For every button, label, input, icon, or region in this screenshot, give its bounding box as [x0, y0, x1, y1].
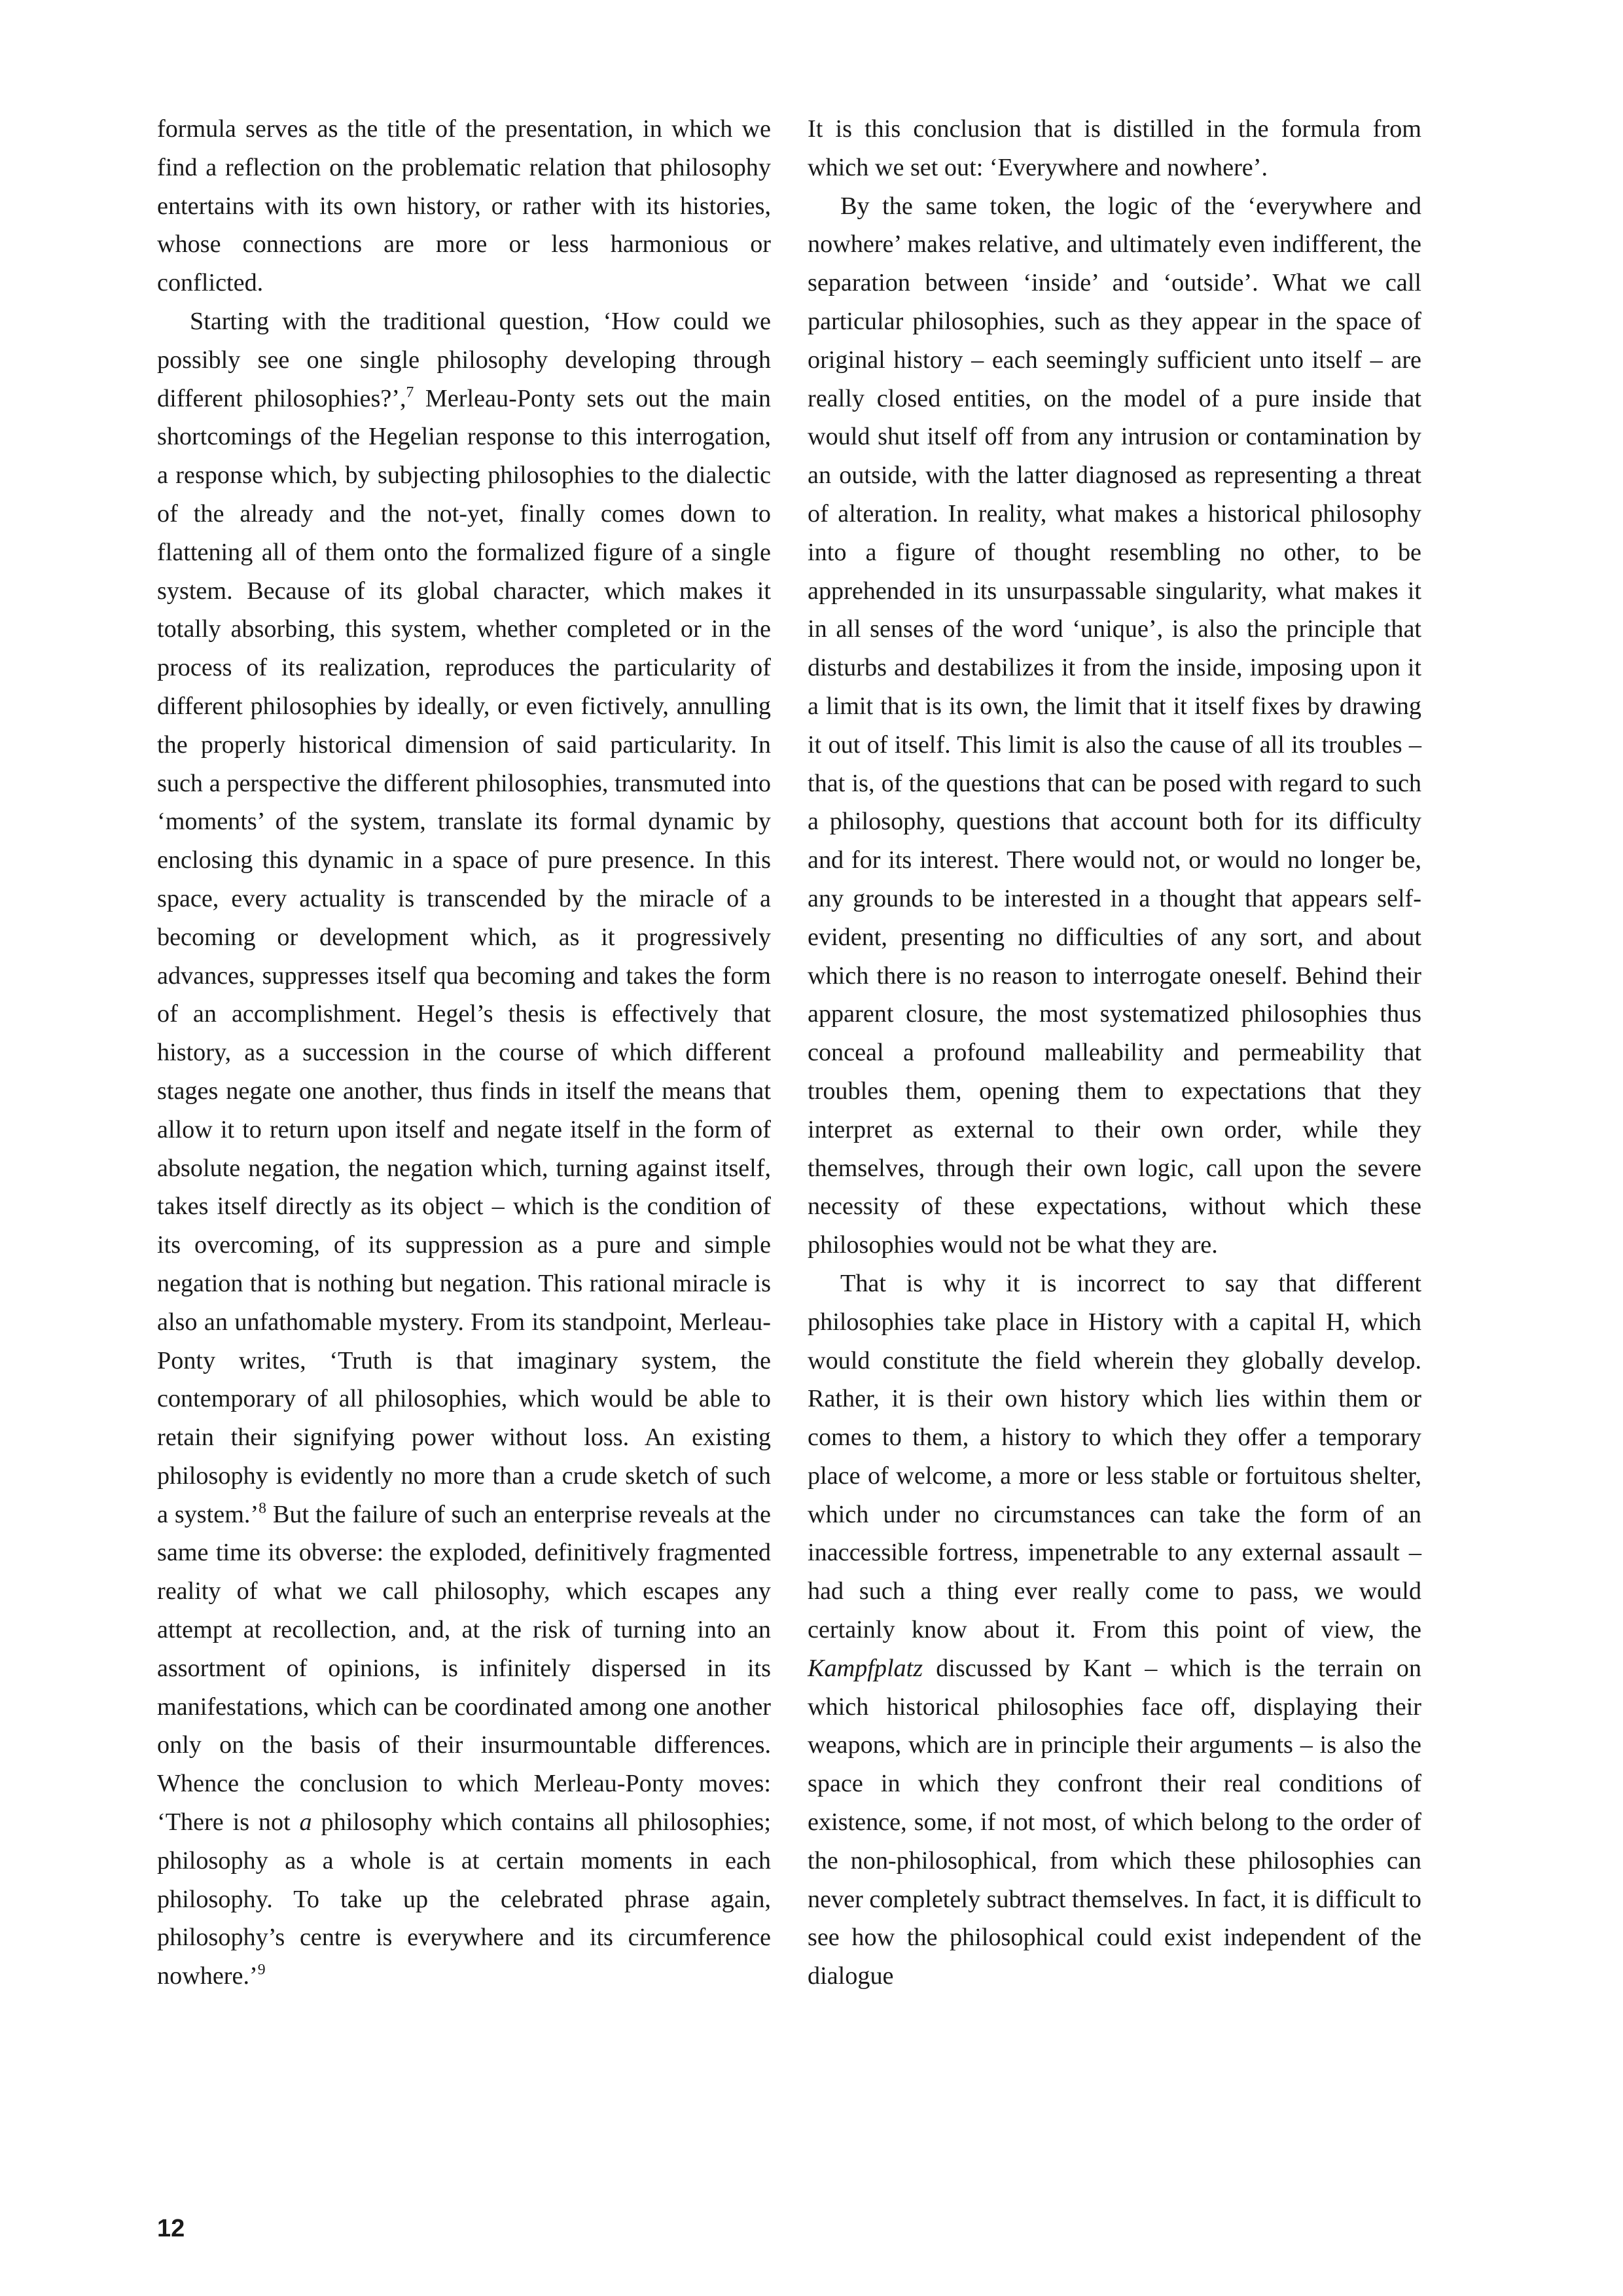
left-text-column	[157, 110, 771, 1996]
page-number: 12	[157, 2215, 185, 2242]
paragraph-inside-outside: By the same token, the logic of the ‘everywhere and nowhere’ makes relative, and ultimately even indifferent, the separation between ‘inside’ and ‘outside’. What we call particular philosophies, such as they appear in the space of original history – each seemingly sufficient unto itself – are really closed entities, on the model of a pure inside that would shut itself off from any intrusion or contamination by an outside, with the latter diagnosed as representing a threat of alteration. In reality, what makes a historical philosophy into a figure of thought resembling no other, to be apprehended in its unsurpassable singularity, what makes it in all senses of the word ‘unique’, is also the principle that disturbs and destabilizes it from the inside, imposing upon it a limit that is its own, the limit that it itself fixes by drawing it out of itself. This limit is also the cause of all its troubles – that is, of the questions that can be posed with regard to such a philosophy, questions that account both for its difficulty and for its interest. There would not, or would no longer be, any grounds to be interested in a thought that appears self-evident, presenting no difficulties of any sort, and about which there is no reason to interrogate oneself. Behind their apparent closure, the most systematized philosophies thus conceal a profound malleability and permeability that troubles them, opening them to expectations that they interpret as external to their own order, while they themselves, through their own logic, call upon the severe necessity of these expectations, without which these philosophies would not be what they are.	[808, 192, 1421, 1259]
text-run: philosophy which contains all philosophies; philosophy as a whole is at certain moments in each philosophy. To take up the celebrated phrase again, philosophy’s centre is everywhere and its circumference nowhere.’	[157, 1808, 771, 1990]
paragraph-continued: formula serves as the title of the presentation, in which we find a reflection on the problematic relation that philosophy entertains with its own history, or rather with its histories, whose connections are more or less harmonious or conflicted.	[157, 115, 771, 297]
text-run: That is why it is incorrect to say that different philosophies take place in History with a capital H, which would constitute the field wherein they globally develop. Rather, it is their own history which lies within them or comes to them, a history to which they offer a temporary place of welcome, a more or less stable or fortuitous shelter, which under no circumstances can take the form of an inaccessible fortress, impenetrable to any external assault – had such a thing ever really come to pass, we would certainly know about it. From this point of view, the	[808, 1269, 1421, 1644]
footnote-ref-8: 8	[259, 1499, 267, 1517]
italic-word: a	[299, 1808, 312, 1837]
paragraph-hegel-critique	[157, 302, 771, 1996]
text-run: But the failure of such an enterprise reveals at the same time its obverse: the exploded, definitively fragmented reality of what we call philosophy, which escapes any attempt at recollection, and, at the risk of turning into an assortment of opinions, is infinitely dispersed in its manifestations, which can be coordinated among one another only on the basis of their insurmountable differences. Whence the conclusion to which Merleau-Ponty moves: ‘There is not	[157, 1500, 771, 1837]
footnote-ref-9: 9	[257, 1961, 266, 1979]
text-run: discussed by Kant – which is the terrain on which historical philosophies face off, displaying their weapons, which are in principle their arguments – is also the space in which they confront their real conditions of existence, some, if not most, of which belong to the order of the non-philosophical, from which these philosophies can never completely subtract themselves. In fact, it is difficult to see how the philosophical could exist independent of the dialogue	[808, 1654, 1421, 1990]
italic-word: Kampfplatz	[808, 1654, 923, 1682]
paragraph-conclusion: It is this conclusion that is distilled in the formula from which we set out: ‘Everywhere and nowhere’.	[808, 115, 1421, 181]
text-run: Merleau-Ponty sets out the main shortcomings of the Hegelian response to this interrogation, a response which, by subjecting philosophies to the dialectic of the already and the not-yet, finally comes down to flattening all of them onto the formalized figure of a single system. Because of its global character, which makes it totally absorbing, this system, whether completed or in the process of its realization, reproduces the particularity of different philosophies by ideally, or even fictively, annulling the properly historical dimension of said particularity. In such a perspective the different philosophies, transmuted into ‘moments’ of the system, translate its formal dynamic by enclosing this dynamic in a space of pure presence. In this space, every actuality is transcended by the miracle of a becoming or development which, as it progressively advances, suppresses itself qua becoming and takes the form of an accomplishment. Hegel’s thesis is effectively that history, as a succession in the course of which different stages negate one another, thus finds in itself the means that allow it to return upon itself and negate itself in the form of absolute negation, the negation which, turning against itself, takes itself directly as its object – which is the condition of its overcoming, of its suppression as a pure and simple negation that is nothing but negation. This rational miracle is also an unfathomable mystery. From its standpoint, Merleau-Ponty writes, ‘Truth is that imaginary system, the contemporary of all philosophies, which would be able to retain their signifying power without loss. An existing philosophy is evidently no more than a crude sketch of such a system.’	[157, 384, 771, 1528]
text-run: Starting with the traditional question, ‘How could we possibly see one single philosophy developing through different philosophies?’,	[157, 307, 771, 412]
paragraph-history	[808, 1265, 1421, 1996]
right-text-column	[808, 110, 1421, 1996]
footnote-ref-7: 7	[406, 383, 414, 401]
